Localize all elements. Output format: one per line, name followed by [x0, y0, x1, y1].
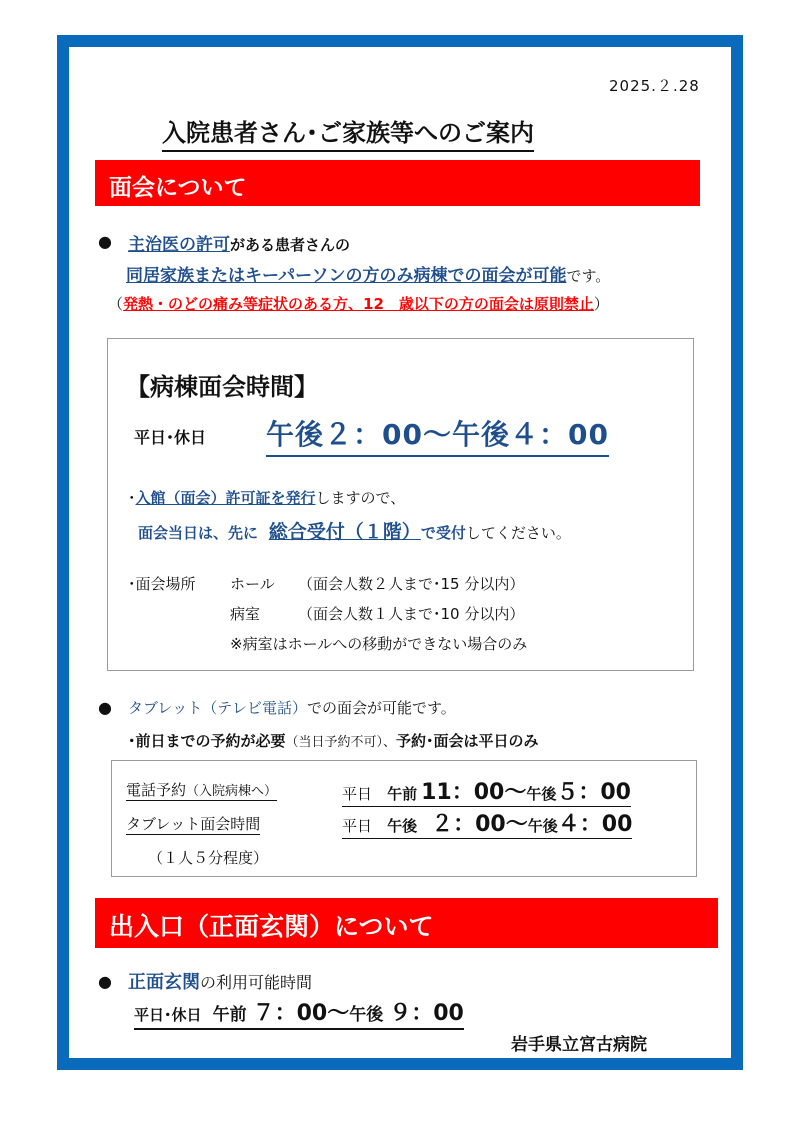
pass-issued: 入館（面会）許可証を発行	[135, 489, 316, 507]
weekday: 平日	[342, 785, 373, 803]
visit-line-2	[126, 261, 610, 286]
tablet-line-1-rest: での面会が可能です。	[306, 699, 456, 717]
hospital-name: 岩手県立宮古病院	[511, 1035, 647, 1055]
bullet-icon: ●	[98, 232, 112, 251]
date: 2025.２.28	[609, 77, 700, 95]
section-heading-visits: 面会について	[95, 160, 700, 206]
paren-open: （	[108, 295, 124, 313]
per-person-duration: （１人５分程度）	[148, 849, 269, 867]
visit-line-2-rest: です。	[566, 267, 611, 285]
main-entrance: 正面玄関	[128, 972, 200, 993]
room-note: ※病室はホールへの移動ができない場合のみ	[230, 635, 528, 653]
ward-visit-days: 平日･休日	[134, 428, 207, 447]
pm: 午後	[387, 817, 418, 835]
visit-line-1-rest: がある患者さんの	[230, 236, 351, 254]
tablet-label: タブレット（テレビ電話）	[128, 699, 307, 717]
pm: 午後	[527, 817, 558, 835]
ward-visit-hours-box	[107, 338, 694, 671]
time-start: ７：00～	[252, 1001, 350, 1026]
bullet-icon: ●	[98, 972, 112, 991]
ward-visit-hours: 午後２：00～午後４：00	[266, 413, 609, 457]
page-title: 入院患者さん･ご家族等へのご案内	[162, 113, 534, 152]
tablet-line-1	[128, 697, 456, 718]
no-same-day: （当日予約不可）、	[285, 735, 397, 750]
phone-reservation-hours	[342, 775, 631, 807]
hall-label: ホール	[230, 575, 275, 593]
hall-rule: （面会人数２人まで･15 分以内）	[298, 575, 525, 593]
family-only-notice: 同居家族またはキーパーソンの方のみ病棟での面会が可能	[126, 266, 567, 286]
time-end: ９：00	[389, 1001, 464, 1026]
section-heading-entrance: 出入口（正面玄関）について	[95, 898, 718, 948]
entrance-hours	[134, 996, 464, 1030]
reservation-required: ･前日までの予約が必要	[128, 732, 286, 750]
pm: 午後	[349, 1005, 384, 1025]
am: 午前	[212, 1005, 247, 1025]
am: 午前	[387, 785, 418, 803]
time-end: ５：00	[556, 780, 631, 805]
pm: 午後	[526, 785, 557, 803]
bullet-icon: ●	[98, 698, 112, 717]
paren-close: ）	[593, 295, 609, 313]
weekday: 平日	[342, 817, 373, 835]
restriction-notice: 発熱・のどの痛み等症状のある方、12 歳以下の方の面会は原則禁止	[123, 295, 594, 313]
entrance-line-1	[128, 968, 312, 994]
visit-place-label: ･面会場所	[128, 575, 196, 593]
tablet-visit-label: タブレット面会時間	[126, 815, 261, 833]
pass-note-line-1	[128, 487, 405, 508]
ward-note: （入院病棟へ）	[186, 784, 278, 799]
visit-line-1	[128, 230, 350, 255]
ward-visit-heading: 【病棟面会時間】	[126, 373, 318, 401]
tablet-visit-hours	[342, 807, 632, 839]
tablet-line-2	[128, 730, 539, 751]
dot: ･	[128, 489, 136, 507]
visit-line-3	[108, 293, 609, 314]
room-label: 病室	[230, 605, 261, 623]
weekdays-only: 予約･面会は平日のみ	[396, 732, 539, 750]
general-reception: 総合受付（１階）	[268, 521, 421, 543]
time-start: ２：00～	[431, 812, 528, 837]
visit-day-note: 面会当日は、先に	[138, 524, 259, 542]
reception-rest: してください。	[465, 524, 571, 542]
doctor-permission: 主治医の許可	[128, 235, 230, 255]
entrance-days: 平日･休日	[134, 1006, 202, 1024]
phone-reservation: 電話予約	[126, 781, 187, 799]
phone-reservation-label	[126, 779, 277, 801]
room-rule: （面会人数１人まで･10 分以内）	[298, 605, 525, 623]
pass-note-line-2	[138, 517, 571, 544]
entrance-line-1-rest: の利用可能時間	[200, 973, 313, 992]
pass-note-rest: しますので、	[315, 489, 406, 507]
tablet-hours-box	[111, 760, 697, 877]
time-start: 11：00～	[421, 780, 527, 805]
reception-label: で受付	[420, 524, 466, 542]
time-end: ４：00	[557, 812, 633, 837]
